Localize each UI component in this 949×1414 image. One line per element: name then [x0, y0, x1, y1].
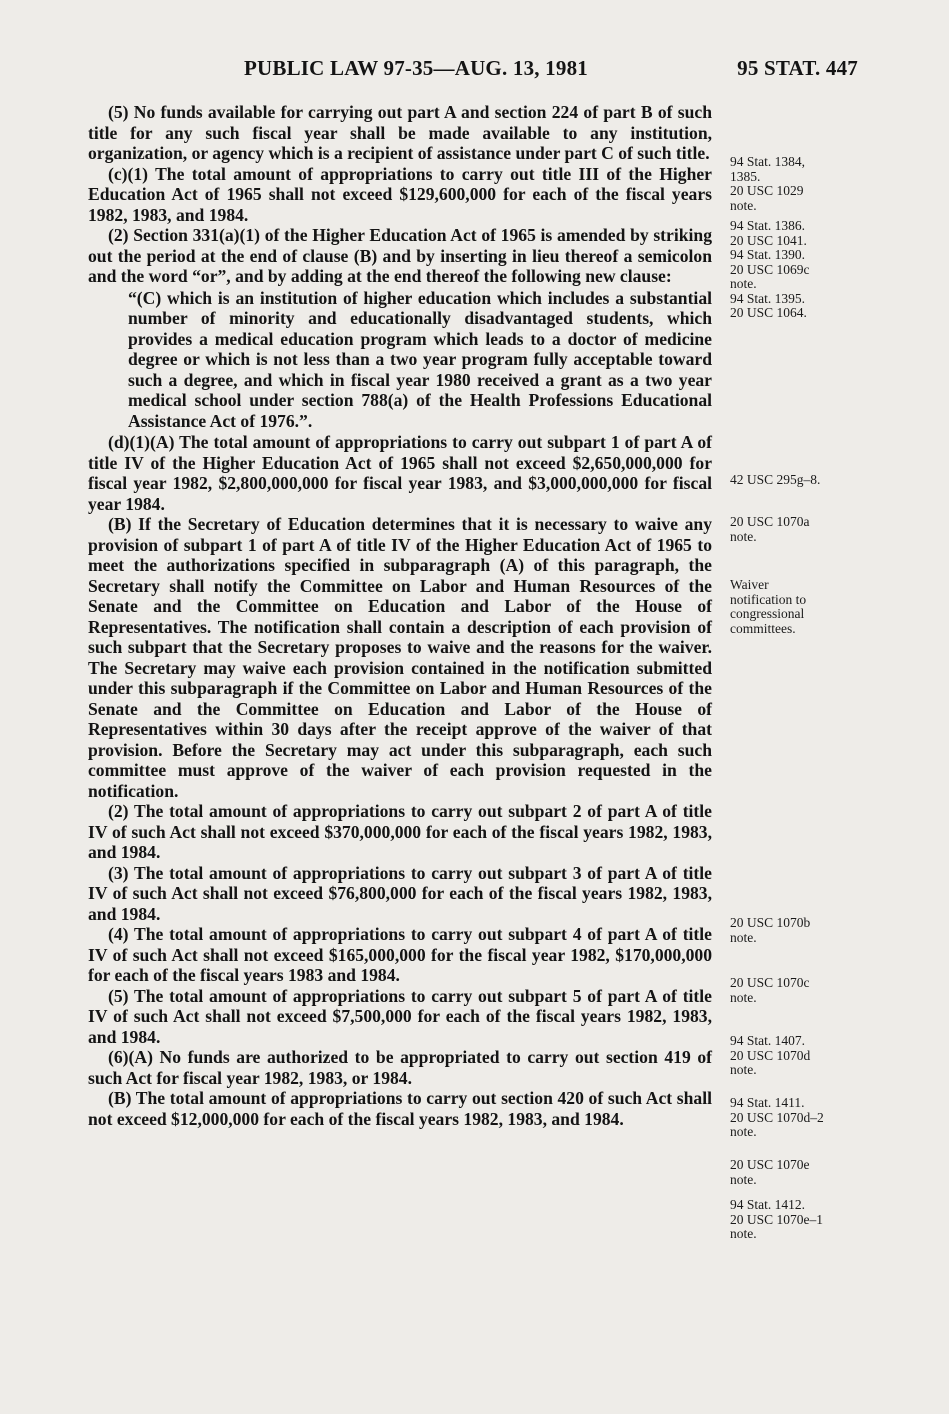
- paragraph: (5) The total amount of appropriations to carry out subpart 5 of part A of title IV of such Act shall not exceed $7,500,000 for each of the fiscal years 1982, 1983, and 1984.: [88, 985, 712, 1047]
- margin-line: note.: [730, 1124, 757, 1139]
- margin-line: 94 Stat. 1407.: [730, 1033, 806, 1048]
- margin-note: [730, 473, 840, 488]
- paragraph: (6)(A) No funds are authorized to be appropriated to carry out section 419 of such Act for fiscal year 1982, 1983, or 1984.: [88, 1047, 712, 1088]
- margin-note: [730, 1096, 840, 1140]
- margin-line: 20 USC 1070e–1: [730, 1211, 824, 1227]
- margin-note: [730, 219, 840, 321]
- margin-line: 94 Stat. 1411.: [730, 1095, 805, 1110]
- margin-line: 20 USC 1064.: [730, 305, 807, 320]
- main-text: [88, 102, 712, 1129]
- margin-line: 20 USC 1070e: [730, 1157, 810, 1172]
- margin-line: note.: [730, 197, 757, 213]
- margin-line: 94 Stat. 1386.: [730, 218, 806, 233]
- margin-line: 94 Stat. 1412.: [730, 1197, 806, 1212]
- margin-line: Waiver: [730, 577, 769, 592]
- margin-line: 20 USC 1070d: [730, 1047, 811, 1063]
- margin-line: 1385.: [730, 168, 761, 184]
- margin-note: [730, 1034, 840, 1078]
- margin-line: 94 Stat. 1395.: [730, 290, 806, 306]
- margin-line: note.: [730, 929, 757, 945]
- margin-line: 94 Stat. 1390.: [730, 247, 806, 262]
- margin-line: 20 USC 1029: [730, 183, 804, 198]
- page-header: [88, 56, 858, 82]
- paragraph: (c)(1) The total amount of appropriations to carry out title III of the Higher Education Act of 1965 shall not exceed $129,600,000 for each of the fiscal years 1982, 1983, and 1984.: [88, 163, 712, 225]
- margin-line: 20 USC 1041.: [730, 232, 807, 248]
- margin-line: congressional: [730, 606, 805, 621]
- header-stat-page: 95 STAT. 447: [737, 56, 858, 80]
- margin-line: 20 USC 1069c: [730, 261, 810, 277]
- margin-note: [730, 578, 840, 636]
- margin-line: note.: [730, 1171, 757, 1187]
- margin-line: 20 USC 1070d–2: [730, 1109, 824, 1125]
- margin-line: committees.: [730, 620, 796, 636]
- margin-line: note.: [730, 1062, 757, 1077]
- paragraph: (B) The total amount of appropriations to carry out section 420 of such Act shall not exceed $12,000,000 for each of the fiscal years 1982, 1983, and 1984.: [88, 1088, 712, 1129]
- margin-note: [730, 976, 840, 1005]
- paragraph: (3) The total amount of appropriations to carry out subpart 3 of part A of title IV of such Act shall not exceed $76,800,000 for each of the fiscal years 1982, 1983, and 1984.: [88, 862, 712, 924]
- margin-line: 20 USC 1070b: [730, 915, 811, 930]
- paragraph: (5) No funds available for carrying out part A and section 224 of part B of such title for any such fiscal year shall be made available to any institution, organization, or agency which is a recipient of assistance under part C of such title.: [88, 102, 712, 163]
- margin-note: [730, 1158, 840, 1187]
- quoted-clause: “(C) which is an institution of higher education which includes a substantial number of minority and educationally disadvantaged students, which provides a medical education program which leads to a doctor of medicine degree or which is not less than a two year program fully acceptable toward such a degree, and which in fiscal year 1980 received a grant as a two year medical school under section 788(a) of the Health Professions Educational Assistance Act of 1976.”.: [128, 287, 712, 431]
- margin-note: [730, 1198, 840, 1242]
- paragraph: (4) The total amount of appropriations to carry out subpart 4 of part A of title IV of such Act shall not exceed $165,000,000 for the fiscal year 1982, $170,000,000 for each of the fiscal years 1983 and 1984.: [88, 924, 712, 985]
- margin-line: 20 USC 1070c: [730, 975, 810, 990]
- paragraph: (2) Section 331(a)(1) of the Higher Education Act of 1965 is amended by striking out the period at the end of clause (B) and by inserting in lieu thereof a semicolon and the word “or”, and by adding at the end thereof the following new clause:: [88, 225, 712, 286]
- header-title: PUBLIC LAW 97-35—AUG. 13, 1981: [244, 56, 588, 80]
- margin-line: note.: [730, 1226, 757, 1241]
- margin-line: 42 USC 295g–8.: [730, 472, 821, 487]
- paragraph: (B) If the Secretary of Education determines that it is necessary to waive any provision of subpart 1 of part A of title IV of the Higher Education Act of 1965 to meet the authorizations specified in subparagraph (A) of this paragraph, the Secretary shall notify the Committee on Labor and Human Resources of the Senate and the Committee on Education and Labor of the House of Representatives. The notification shall contain a description of each provision of such subpart that the Secretary proposes to waive and the reasons for the waiver. The Secretary may waive each provision contained in the notification submitted under this subparagraph if the Committee on Labor and Human Resources of the Senate and the Committee on Education and Labor of the House of Representatives within 30 days after the receipt approve of the waiver of that provision. Before the Secretary may act under this subparagraph, each such committee must approve of the waiver of each provision requested in the notification.: [88, 514, 712, 801]
- margin-line: 94 Stat. 1384,: [730, 154, 806, 169]
- margin-line: note.: [730, 989, 757, 1005]
- margin-line: note.: [730, 528, 757, 544]
- margin-note: [730, 916, 840, 945]
- margin-line: note.: [730, 276, 757, 291]
- margin-line: notification to: [730, 591, 807, 607]
- margin-line: 20 USC 1070a: [730, 514, 810, 529]
- paragraph: (2) The total amount of appropriations to carry out subpart 2 of part A of title IV of such Act shall not exceed $370,000,000 for each of the fiscal years 1982, 1983, and 1984.: [88, 801, 712, 862]
- paragraph: (d)(1)(A) The total amount of appropriations to carry out subpart 1 of part A of title IV of the Higher Education Act of 1965 shall not exceed $2,650,000,000 for fiscal year 1982, $2,800,000,000 for fiscal year 1983, and $3,000,000,000 for fiscal year 1984.: [88, 432, 712, 514]
- margin-note: [730, 155, 840, 213]
- margin-note: [730, 515, 840, 544]
